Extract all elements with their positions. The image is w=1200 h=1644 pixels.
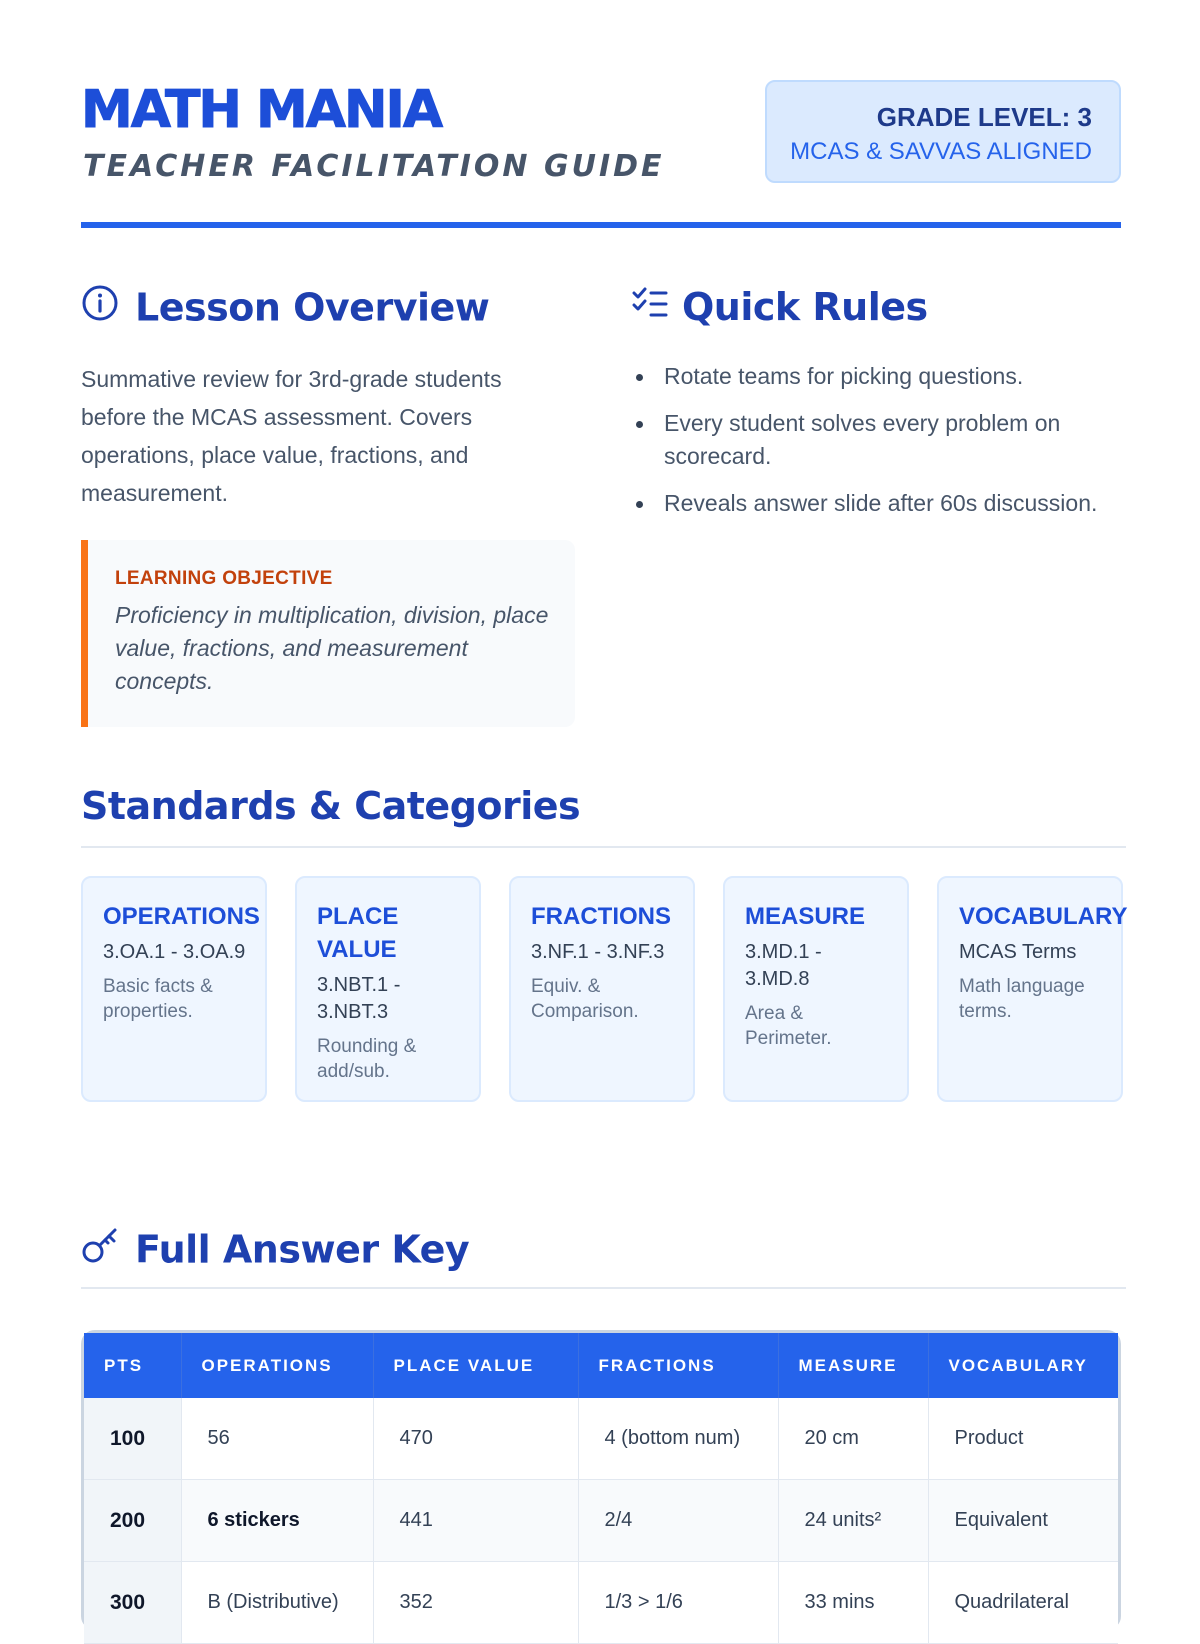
card-code: MCAS Terms [959, 941, 1077, 963]
column-header: PTS [84, 1333, 181, 1398]
key-icon [81, 1226, 119, 1270]
table-cell: 56 [181, 1398, 373, 1480]
card-description: Rounding & add/sub. [317, 1036, 417, 1082]
table-cell: Product [928, 1398, 1118, 1480]
table-header-row [84, 1333, 1118, 1398]
table-cell: 2/4 [578, 1480, 778, 1562]
column-header: MEASURE [778, 1333, 928, 1398]
card-code: 3.NBT.1 - 3.NBT.3 [317, 974, 401, 1023]
page-subtitle: TEACHER FACILITATION GUIDE [83, 149, 665, 184]
card-description: Basic facts & properties. [103, 976, 213, 1022]
category-card-fractions [509, 876, 695, 1102]
objective-text: Proficiency in multiplication, division, place value, fractions, and measurement concepts. [115, 602, 549, 694]
points-cell: 100 [84, 1398, 181, 1480]
points-cell: 300 [84, 1562, 181, 1644]
checklist-icon [632, 286, 668, 326]
table-cell: Quadrilateral [928, 1562, 1118, 1644]
card-code: 3.MD.1 - 3.MD.8 [745, 941, 822, 990]
card-title: VOCABULARY [959, 903, 1128, 930]
answer-key-heading [81, 1227, 470, 1274]
list-item: Every student solves every problem on scorecard. [636, 407, 1126, 473]
column-header: PLACE VALUE [373, 1333, 578, 1398]
table-cell: 441 [373, 1480, 578, 1562]
category-card-place-value [295, 876, 481, 1102]
card-title: MEASURE [745, 903, 866, 930]
lesson-overview-label: Lesson Overview [135, 285, 490, 330]
table-cell: 24 units² [778, 1480, 928, 1562]
page-title: MATH MANIA [81, 80, 442, 140]
card-title: FRACTIONS [531, 903, 671, 930]
alignment-text: MCAS & SAVVAS ALIGNED [790, 138, 1092, 165]
card-code: 3.NF.1 - 3.NF.3 [531, 941, 665, 963]
objective-label: LEARNING OBJECTIVE [115, 568, 333, 589]
answer-key-label: Full Answer Key [135, 1227, 470, 1272]
info-icon [81, 284, 119, 328]
category-card-vocabulary [937, 876, 1128, 1102]
quick-rules-label: Quick Rules [682, 285, 928, 329]
page-header [81, 80, 1121, 228]
card-title: PLACE VALUE [317, 903, 399, 963]
learning-objective-callout [81, 540, 575, 727]
table-row [84, 1480, 1118, 1562]
card-description: Math language terms. [959, 976, 1085, 1022]
category-cards [81, 876, 1126, 1102]
table-cell: 33 mins [778, 1562, 928, 1644]
card-description: Area & Perimeter. [745, 1003, 832, 1049]
table-cell: 1/3 > 1/6 [578, 1562, 778, 1644]
column-header: FRACTIONS [578, 1333, 778, 1398]
grade-badge [765, 80, 1121, 183]
table-cell: 4 (bottom num) [578, 1398, 778, 1480]
overview-paragraph: Summative review for 3rd-grade students before the MCAS assessment. Covers operations, place value, fractions, and measurement. [81, 366, 502, 506]
standards-heading: Standards & Categories [81, 784, 581, 828]
list-item: Reveals answer slide after 60s discussion. [636, 487, 1126, 520]
answer-key-table [81, 1330, 1121, 1630]
category-card-operations [81, 876, 267, 1102]
table-cell: 6 stickers [181, 1480, 373, 1562]
table-cell: 470 [373, 1398, 578, 1480]
table-row [84, 1398, 1118, 1480]
table-cell: 352 [373, 1562, 578, 1644]
grade-level-text: GRADE LEVEL: 3 [876, 102, 1092, 132]
section-divider [81, 1287, 1126, 1289]
card-description: Equiv. & Comparison. [531, 976, 639, 1022]
table-row [84, 1562, 1118, 1644]
column-header: OPERATIONS [181, 1333, 373, 1398]
table-cell: B (Distributive) [181, 1562, 373, 1644]
rules-list [636, 360, 1126, 534]
points-cell: 200 [84, 1480, 181, 1562]
column-header: VOCABULARY [928, 1333, 1118, 1398]
quick-rules-heading [632, 285, 928, 330]
list-item: Rotate teams for picking questions. [636, 360, 1126, 393]
table-cell: 20 cm [778, 1398, 928, 1480]
section-divider [81, 846, 1126, 848]
card-title: OPERATIONS [103, 903, 260, 930]
lesson-overview-heading [81, 285, 490, 332]
card-code: 3.OA.1 - 3.OA.9 [103, 941, 246, 963]
table-cell: Equivalent [928, 1480, 1118, 1562]
category-card-measure [723, 876, 909, 1102]
